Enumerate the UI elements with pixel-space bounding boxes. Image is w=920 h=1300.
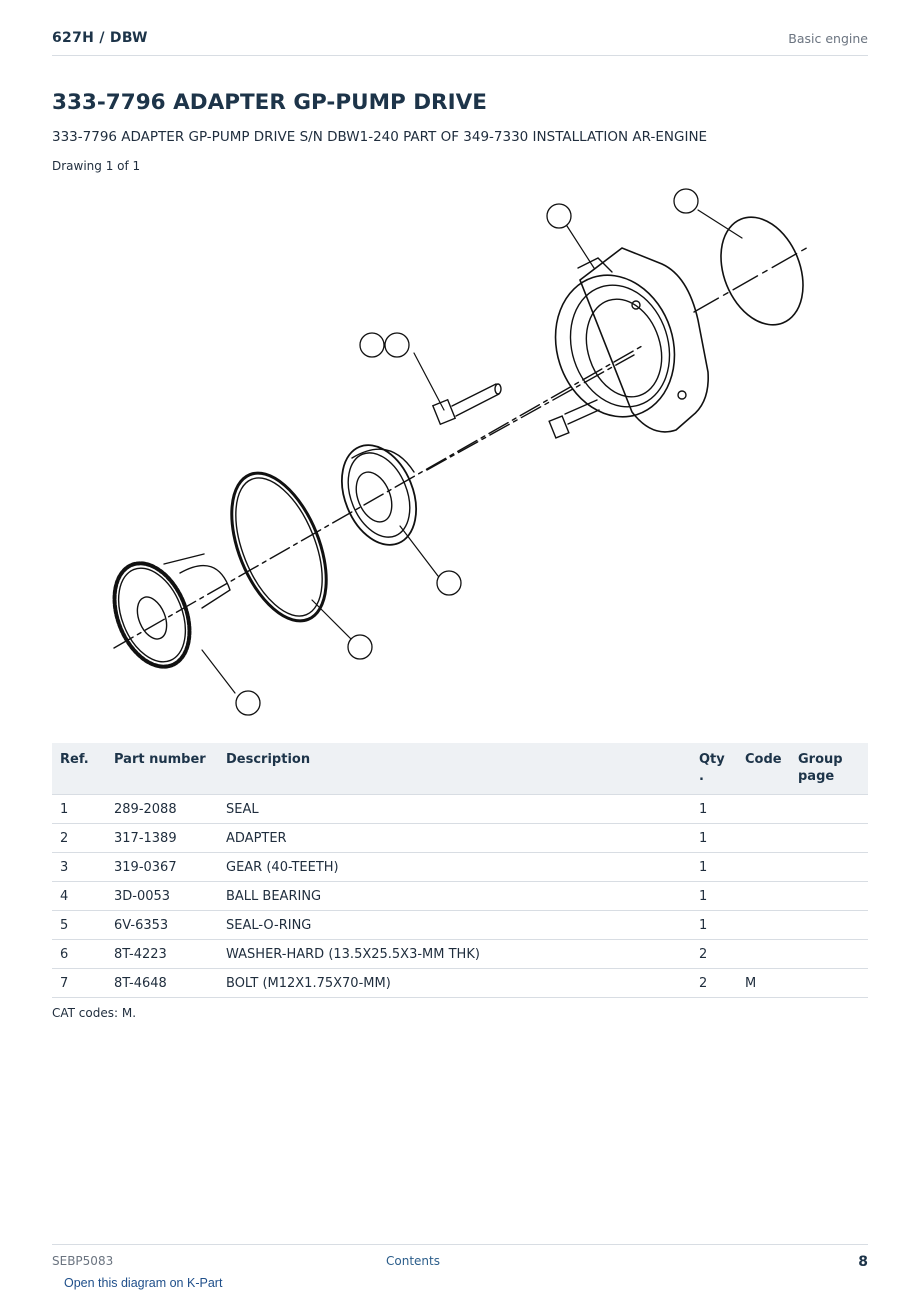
bolt-upper-part xyxy=(433,384,501,424)
cell-qty: 1 xyxy=(691,795,737,824)
page-subtitle: 333-7796 ADAPTER GP-PUMP DRIVE S/N DBW1-240 PART OF 349-7330 INSTALLATION AR-ENGINE xyxy=(52,129,708,145)
cell-part-number: 289-2088 xyxy=(106,795,218,824)
cell-part-number: 319-0367 xyxy=(106,853,218,882)
cell-group-page xyxy=(790,940,868,969)
cell-group-page xyxy=(790,911,868,940)
cell-code xyxy=(737,911,790,940)
seal-ring-part xyxy=(213,460,346,635)
adapter-housing-part xyxy=(538,248,709,432)
callout-circles xyxy=(236,189,698,715)
exploded-parts-diagram xyxy=(52,180,868,725)
cell-code xyxy=(737,940,790,969)
cell-group-page xyxy=(790,853,868,882)
col-header-description: Description xyxy=(218,743,691,795)
cell-qty: 1 xyxy=(691,911,737,940)
page-footer xyxy=(52,1244,868,1275)
ball-bearing-part xyxy=(328,434,430,556)
col-header-qty: Qty . xyxy=(691,743,737,795)
cell-ref: 2 xyxy=(52,824,106,853)
cell-ref: 7 xyxy=(52,969,106,998)
cell-ref: 1 xyxy=(52,795,106,824)
cell-group-page xyxy=(790,969,868,998)
cell-code xyxy=(737,795,790,824)
cell-ref: 5 xyxy=(52,911,106,940)
col-header-group-page: Group page xyxy=(790,743,868,795)
page-title: 333-7796 ADAPTER GP-PUMP DRIVE xyxy=(52,90,487,115)
cell-qty: 1 xyxy=(691,853,737,882)
cell-description: BALL BEARING xyxy=(218,882,691,911)
cell-part-number: 8T-4223 xyxy=(106,940,218,969)
leader-lines xyxy=(202,210,742,693)
table-row xyxy=(52,795,868,824)
cell-code xyxy=(737,824,790,853)
center-line-oring xyxy=(694,246,810,312)
cell-ref: 6 xyxy=(52,940,106,969)
cell-part-number: 3D-0053 xyxy=(106,882,218,911)
bolt-lower-part xyxy=(549,400,599,438)
drawing-count: Drawing 1 of 1 xyxy=(52,159,141,173)
table-row xyxy=(52,824,868,853)
model-label: 627H / DBW xyxy=(52,30,148,46)
cell-code xyxy=(737,882,790,911)
cell-qty: 1 xyxy=(691,882,737,911)
page-header xyxy=(52,28,868,56)
cell-part-number: 8T-4648 xyxy=(106,969,218,998)
parts-table xyxy=(52,743,868,998)
cell-qty: 2 xyxy=(691,969,737,998)
cell-group-page xyxy=(790,824,868,853)
cell-code: M xyxy=(737,969,790,998)
cell-ref: 3 xyxy=(52,853,106,882)
cell-description: GEAR (40-TEETH) xyxy=(218,853,691,882)
col-header-ref: Ref. xyxy=(52,743,106,795)
open-in-kpart-link[interactable]: Open this diagram on K-Part xyxy=(64,1276,223,1290)
table-row xyxy=(52,853,868,882)
cell-description: SEAL xyxy=(218,795,691,824)
page-number: 8 xyxy=(858,1254,868,1270)
section-label: Basic engine xyxy=(788,31,868,46)
cell-part-number: 6V-6353 xyxy=(106,911,218,940)
col-header-part-number: Part number xyxy=(106,743,218,795)
cat-codes-note: CAT codes: M. xyxy=(52,1006,137,1020)
gear-part xyxy=(100,552,230,678)
parts-table-header xyxy=(52,743,868,795)
table-row xyxy=(52,911,868,940)
cell-ref: 4 xyxy=(52,882,106,911)
cell-description: WASHER-HARD (13.5X25.5X3-MM THK) xyxy=(218,940,691,969)
table-row xyxy=(52,969,868,998)
table-row xyxy=(52,940,868,969)
cell-qty: 2 xyxy=(691,940,737,969)
cell-description: SEAL-O-RING xyxy=(218,911,691,940)
o-ring-part xyxy=(706,205,818,337)
cell-code xyxy=(737,853,790,882)
cell-description: BOLT (M12X1.75X70-MM) xyxy=(218,969,691,998)
cell-qty: 1 xyxy=(691,824,737,853)
document-id: SEBP5083 xyxy=(52,1254,114,1268)
col-header-code: Code xyxy=(737,743,790,795)
contents-link[interactable]: Contents xyxy=(386,1254,440,1268)
cell-group-page xyxy=(790,795,868,824)
cell-group-page xyxy=(790,882,868,911)
cell-description: ADAPTER xyxy=(218,824,691,853)
table-row xyxy=(52,882,868,911)
center-line-main xyxy=(114,346,642,648)
cell-part-number: 317-1389 xyxy=(106,824,218,853)
